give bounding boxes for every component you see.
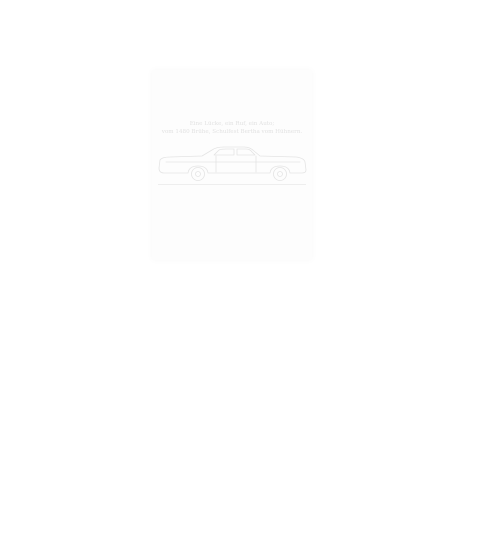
faded-print-card <box>152 70 312 260</box>
caption-line-1: Eine Lücke, ein Ruf, ein Auto; <box>189 121 275 127</box>
caption <box>152 120 312 136</box>
ground-line <box>158 184 306 185</box>
caption-line-2: vom 1480 Brühe, Schulfest Bertha vom Hühnern. <box>161 129 303 135</box>
car-sedan-icon <box>156 142 308 188</box>
